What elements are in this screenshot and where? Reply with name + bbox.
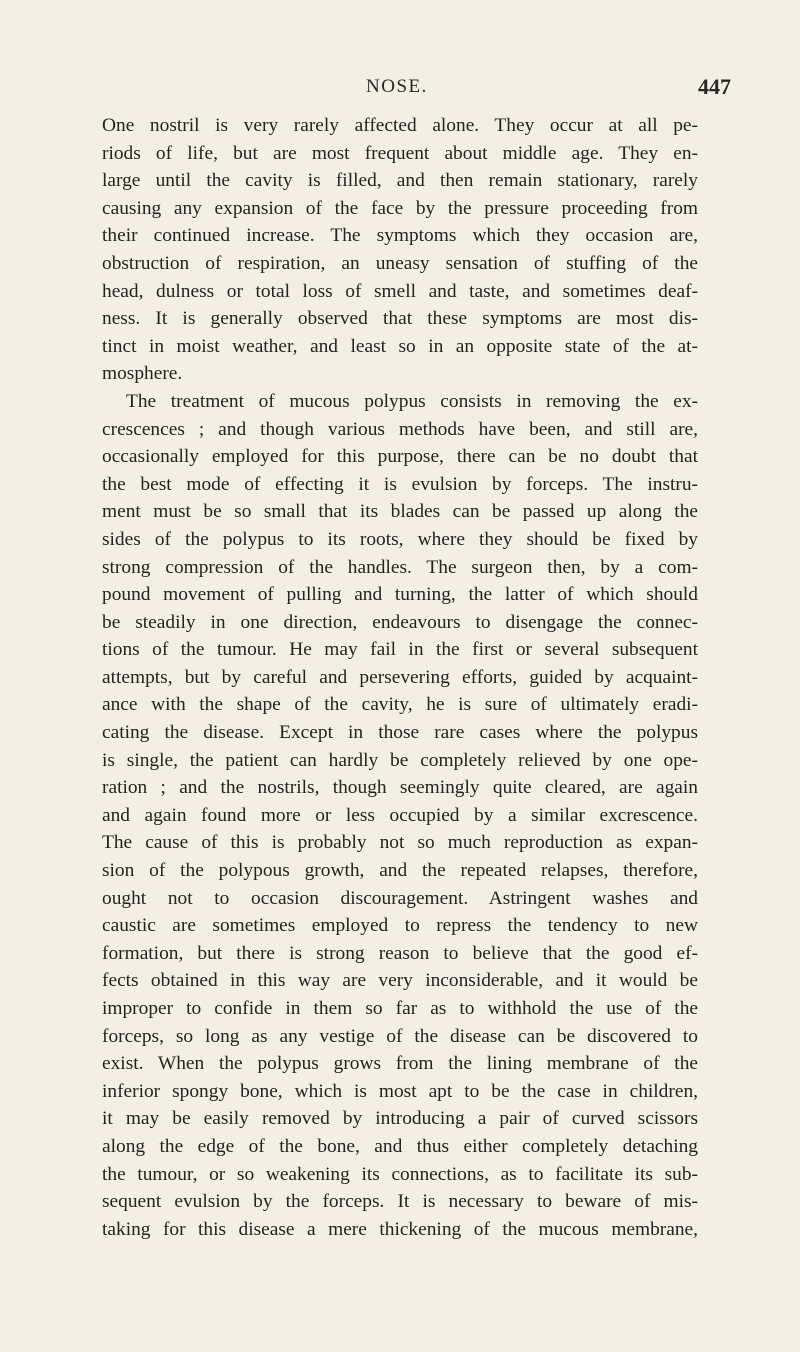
text-line: cating the disease. Except in those rare cases where the polypus: [102, 722, 698, 744]
text-line: tions of the tumour. He may fail in the first or several subsequent: [102, 639, 698, 661]
text-line: the best mode of effecting it is evulsion by forceps. The instru-: [102, 473, 698, 495]
page-header: [0, 76, 800, 100]
body-text: [102, 112, 698, 1243]
text-line: strong compression of the handles. The surgeon then, by a com-: [102, 556, 698, 578]
text-line: inferior spongy bone, which is most apt to be the case in children,: [102, 1080, 698, 1102]
text-line: it may be easily removed by introducing a pair of curved scissors: [102, 1108, 698, 1130]
text-line: fects obtained in this way are very inconsiderable, and it would be: [102, 970, 698, 992]
text-line: ration ; and the nostrils, though seemingly quite cleared, are again: [102, 777, 698, 799]
text-line: obstruction of respiration, an uneasy sensation of stuffing of the: [102, 252, 698, 274]
text-line: exist. When the polypus grows from the lining membrane of the: [102, 1053, 698, 1075]
text-line: taking for this disease a mere thickening of the mucous membrane,: [102, 1218, 698, 1240]
text-line: riods of life, but are most frequent about middle age. They en-: [102, 142, 698, 164]
text-line: is single, the patient can hardly be completely relieved by one ope-: [102, 749, 698, 771]
text-line: head, dulness or total loss of smell and taste, and sometimes deaf-: [102, 280, 698, 302]
text-line: ance with the shape of the cavity, he is sure of ultimately eradi-: [102, 694, 698, 716]
text-line: tinct in moist weather, and least so in an opposite state of the at-: [102, 335, 698, 357]
text-line: mosphere.: [102, 363, 183, 385]
text-line: and again found more or less occupied by a similar excrescence.: [102, 804, 698, 826]
text-line: attempts, but by careful and persevering efforts, guided by acquaint-: [102, 666, 698, 688]
text-line: occasionally employed for this purpose, there can be no doubt that: [102, 446, 698, 468]
text-line: along the edge of the bone, and thus either completely detaching: [102, 1135, 698, 1157]
text-line: caustic are sometimes employed to repress the tendency to new: [102, 915, 698, 937]
text-line: crescences ; and though various methods have been, and still are,: [102, 418, 698, 440]
text-line: large until the cavity is filled, and then remain stationary, rarely: [102, 170, 698, 192]
text-line: ment must be so small that its blades can be passed up along the: [102, 501, 698, 523]
text-line: improper to confide in them so far as to withhold the use of the: [102, 998, 698, 1019]
running-title: NOSE.: [366, 76, 428, 97]
text-line: sequent evulsion by the forceps. It is necessary to beware of mis-: [102, 1191, 698, 1213]
page-number: 447: [698, 74, 731, 99]
text-line: The treatment of mucous polypus consists in removing the ex-: [126, 390, 698, 412]
text-line: The cause of this is probably not so much reproduction as expan-: [102, 832, 698, 854]
text-line: ought not to occasion discouragement. Astringent washes and: [102, 887, 698, 909]
text-line: causing any expansion of the face by the pressure proceeding from: [102, 197, 698, 219]
text-line: formation, but there is strong reason to believe that the good ef-: [102, 942, 698, 964]
text-line: sion of the polypous growth, and the repeated relapses, therefore,: [102, 860, 698, 882]
text-line: sides of the polypus to its roots, where they should be fixed by: [102, 528, 698, 550]
text-line: their continued increase. The symptoms which they occasion are,: [102, 225, 698, 247]
text-line: One nostril is very rarely affected alone. They occur at all pe-: [102, 115, 698, 136]
text-line: pound movement of pulling and turning, the latter of which should: [102, 584, 698, 606]
text-line: forceps, so long as any vestige of the disease can be discovered to: [102, 1025, 698, 1047]
text-line: be steadily in one direction, endeavours to disengage the connec-: [102, 611, 698, 633]
text-line: the tumour, or so weakening its connections, as to facilitate its sub-: [102, 1163, 698, 1185]
text-line: ness. It is generally observed that these symptoms are most dis-: [102, 308, 698, 330]
